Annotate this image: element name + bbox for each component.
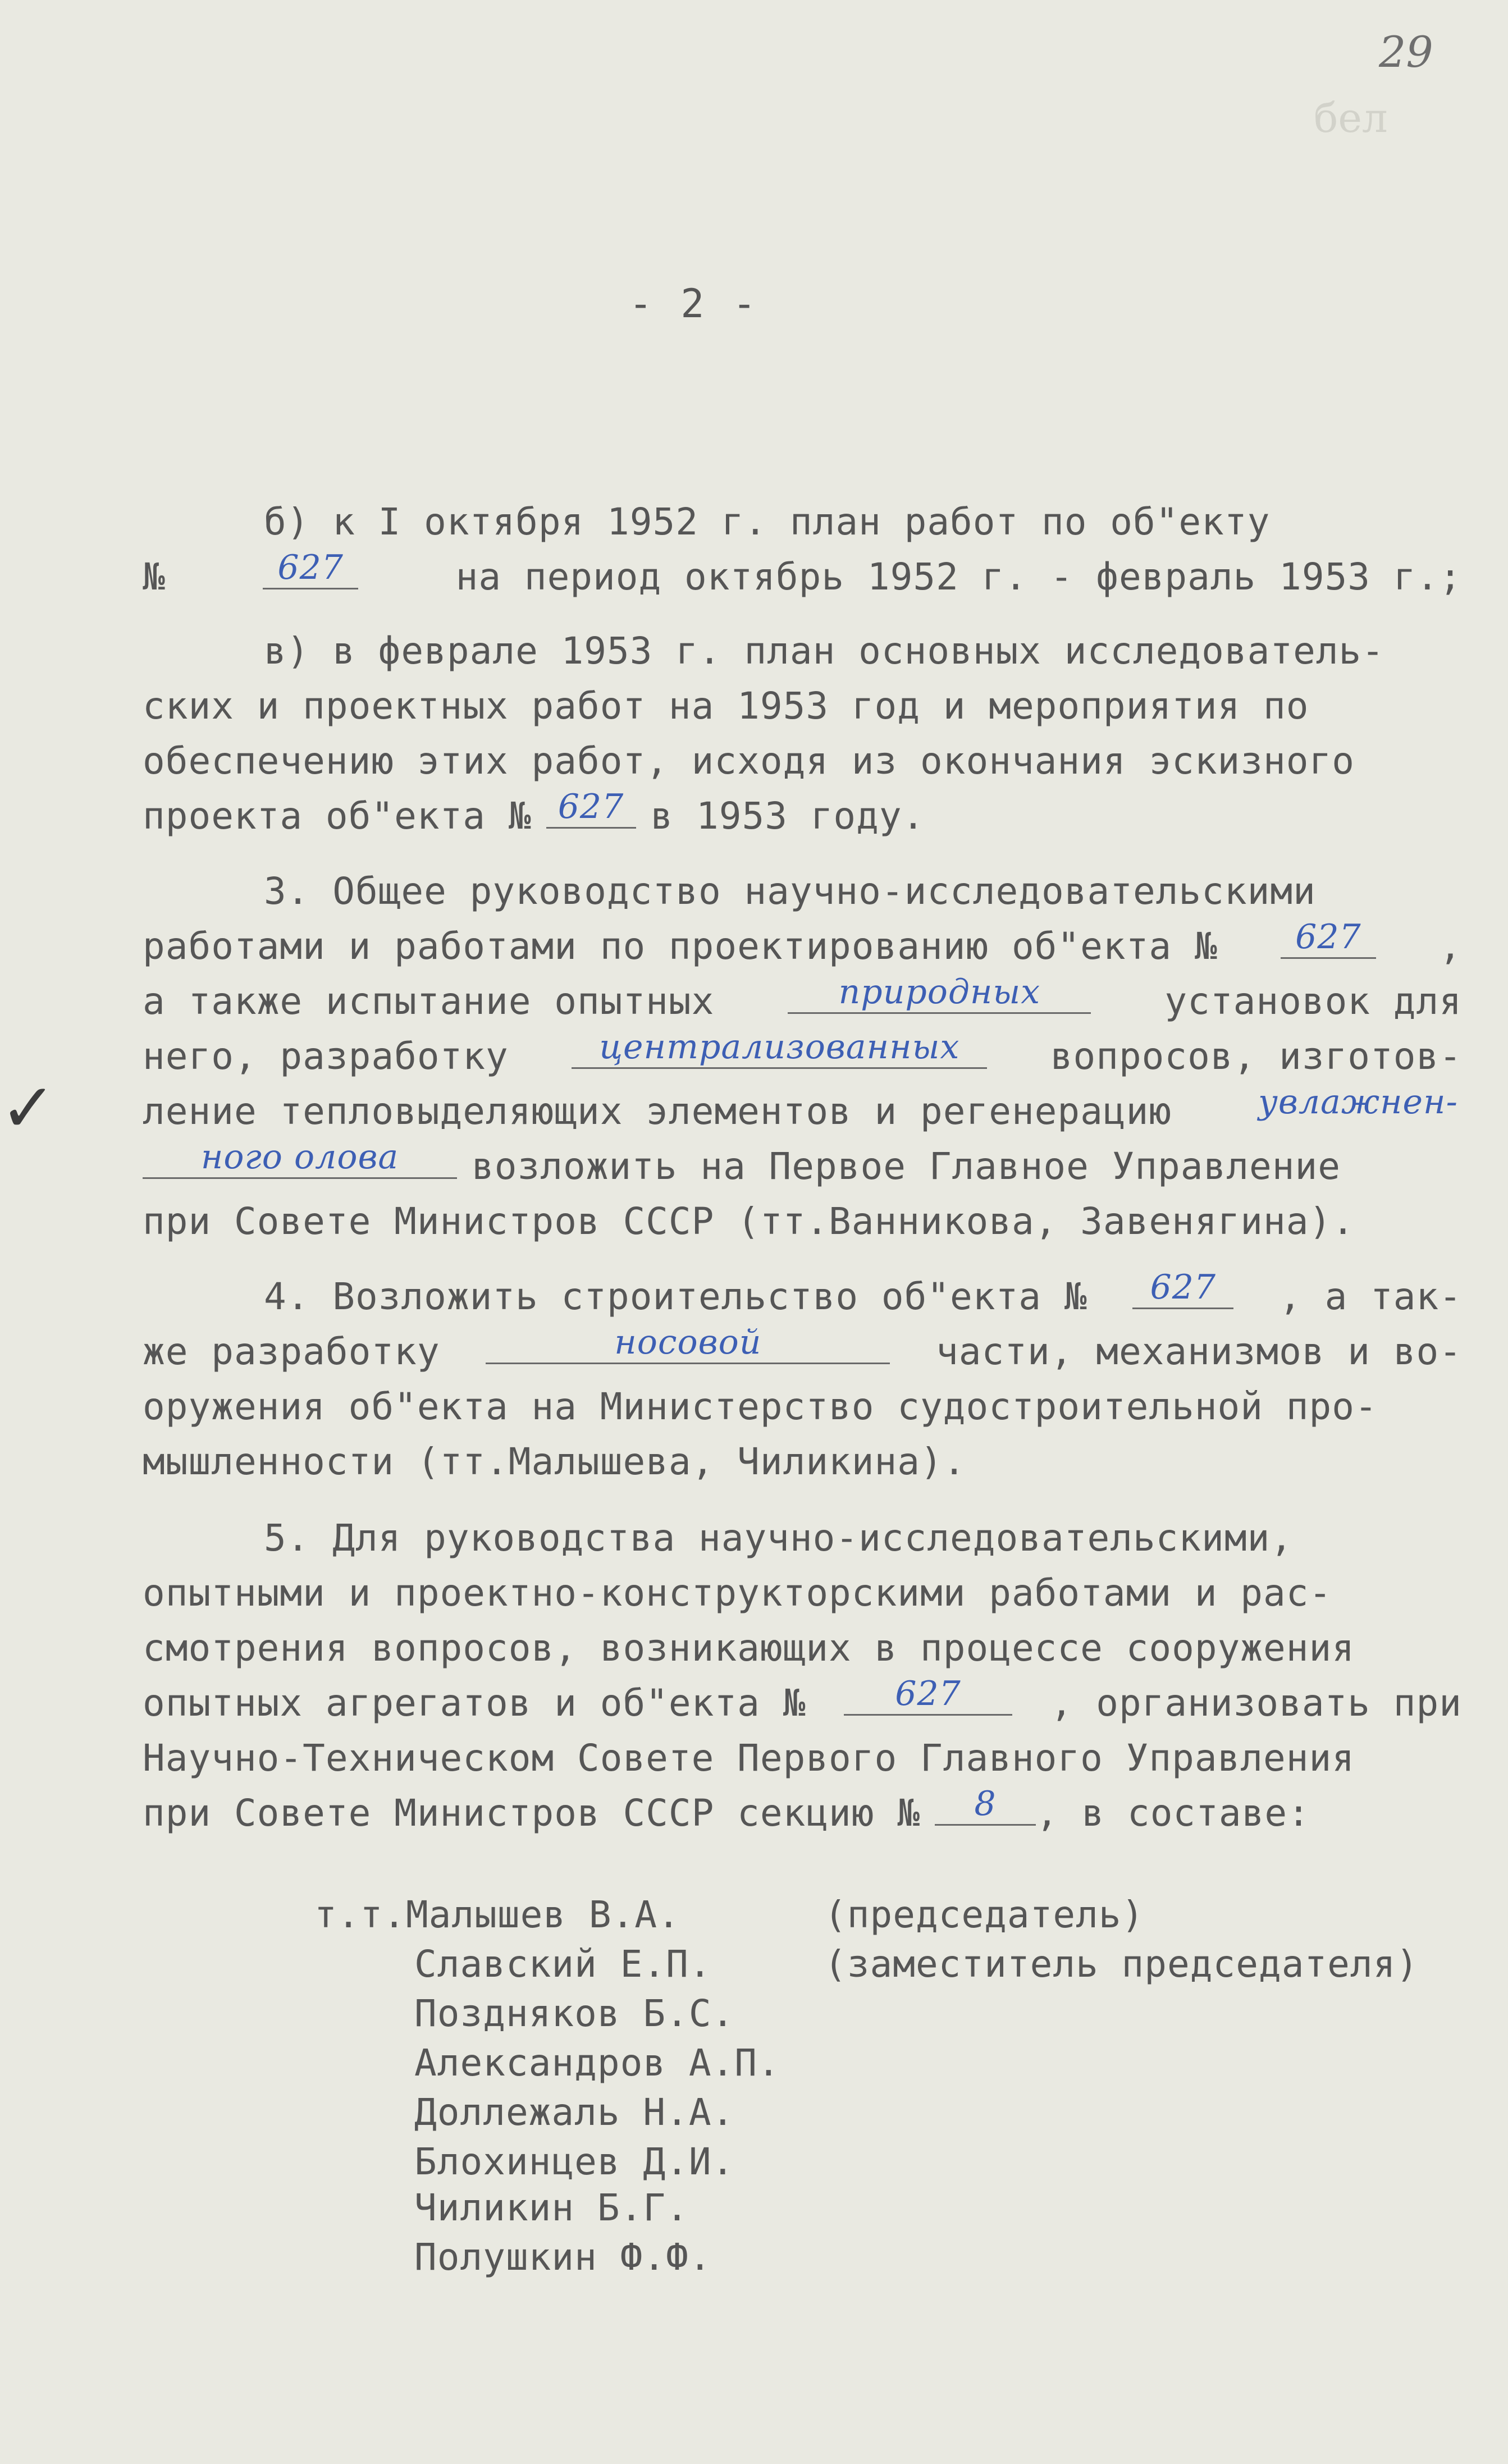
item-5-line-4 [143,1675,1462,1731]
item-5-line-5 [143,1730,1462,1786]
handwritten-field [263,548,358,589]
member-name: Доллежаль Н.А. [414,2091,735,2134]
item-3-text: ление тепловыделяющих элементов и регенерацию [143,1090,1172,1133]
item-3-text: него, разработку [143,1035,509,1078]
handwritten-part-type: носовой [614,1323,762,1362]
handwritten-section-number: 8 [974,1784,997,1823]
item-v-text: обеспечению этих работ, исходя из окончания эскизного [143,739,1355,783]
item-5-text: , организовать при [1050,1681,1462,1725]
item-4-text: 4. Возложить строительство об"екта № [264,1275,1087,1318]
handwritten-field [143,1137,457,1179]
item-3-line-1 [264,863,1462,920]
handwritten-field [486,1323,890,1364]
item-5-line-3 [143,1620,1462,1676]
item-4-line-1 [264,1269,1462,1325]
item-v-text: в) в феврале 1953 г. план основных исследователь- [264,629,1385,673]
item-3-text: вопросов, изготов- [1050,1035,1462,1078]
member-role: (заместитель председателя) [824,1942,1419,1986]
item-5-text: опытными и проектно-конструкторскими работами и рас- [143,1571,1332,1615]
item-b-text: на период октябрь 1952 г. - февраль 1953 г.; [455,555,1462,598]
item-3-line-2 [143,918,1462,975]
handwritten-object-number: 627 [1295,917,1361,957]
item-3-text: возложить на Первое Главное Управление [472,1145,1341,1188]
item-4-line-2 [143,1324,1462,1380]
item-3-text: при Совете Министров СССР (тт.Ванникова, Завенягина). [143,1200,1355,1243]
item-5-line-2 [143,1565,1462,1621]
handwritten-object-number: 627 [1150,1268,1217,1307]
item-v-line-3 [143,733,1462,789]
item-3-line-4 [143,1028,1462,1085]
item-b-line-1 [264,494,1462,550]
handwritten-object-number: 627 [277,548,344,587]
item-3-text: а также испытание опытных [143,980,715,1023]
item-4-line-4 [143,1434,1462,1490]
member-name: т.т.Малышев В.А. [314,1893,680,1936]
handwritten-installation-type: природных [838,972,1041,1012]
item-b-line-2 [143,549,1462,605]
item-3-text: работами и работами по проектированию об"екта № [143,925,1218,968]
item-3-text: 3. Общее руководство научно-исследовательскими [264,870,1316,913]
item-4-line-3 [143,1379,1462,1435]
item-v-text: ских и проектных работ на 1953 год и мероприятия по [143,684,1309,728]
handwritten-field [1281,917,1376,959]
handwritten-object-number: 627 [895,1674,961,1713]
member-name: Полушкин Ф.Ф. [414,2236,712,2279]
member-name: Александров А.П. [414,2041,780,2084]
item-5-text: смотрения вопросов, возникающих в процессе сооружения [143,1626,1355,1670]
member-name: Славский Е.П. [414,1942,712,1986]
handwritten-material-part-1: увлажнен- [1258,1082,1458,1122]
item-4-text: части, механизмов и во- [936,1330,1462,1373]
item-4-text: оружения об"екта на Министерство судостроительной про- [143,1385,1378,1428]
handwritten-field [844,1674,1012,1716]
faint-stamp: бел [1314,94,1388,141]
handwritten-material-part-2: ного олова [200,1137,399,1177]
item-3-line-5 [143,1084,1462,1140]
item-b-text: б) к I октября 1952 г. план работ по об"екту [264,500,1271,543]
item-4-text: же разработку [143,1330,440,1373]
item-5-text: опытных агрегатов и об"екта № [143,1681,806,1725]
handwritten-field [572,1027,987,1069]
number-sign: № [143,555,166,598]
margin-check-mark: ✓ [0,1069,57,1148]
item-5-line-1 [264,1510,1462,1566]
item-5-line-6 [143,1785,1462,1841]
item-3-text: установок для [1164,980,1462,1023]
member-name: Поздняков Б.С. [414,1992,735,2035]
folio-number: 29 [1379,27,1433,77]
item-5-text: 5. Для руководства научно-исследовательскими, [264,1516,1294,1560]
item-5-text: Научно-Техническом Совете Первого Главного Управления [143,1736,1355,1780]
item-3-line-6 [143,1139,1462,1195]
item-5-text: при Совете Министров СССР секцию № [143,1791,921,1835]
item-5-text: , в составе: [1036,1791,1310,1835]
handwritten-field [546,787,636,829]
item-4-text: , а так- [1279,1275,1462,1318]
handwritten-field [788,972,1091,1014]
member-name: Блохинцев Д.И. [414,2140,735,2183]
handwritten-field [1254,1082,1462,1124]
handwritten-object-number: 627 [557,787,624,826]
handwritten-questions-type: централизованных [599,1027,960,1067]
page-number: - 2 - [629,281,758,327]
item-v-line-1 [264,623,1462,679]
item-3-text: , [1439,925,1462,968]
item-3-line-3 [143,973,1462,1030]
handwritten-field [1132,1268,1233,1309]
item-4-text: мышленности (тт.Малышева, Чиликина). [143,1440,966,1483]
member-role: (председатель) [824,1893,1145,1936]
item-v-line-2 [143,678,1462,734]
item-v-text: проекта об"екта № [143,794,532,838]
item-3-line-7 [143,1194,1462,1250]
item-v-line-4 [143,788,1462,844]
handwritten-field [935,1784,1036,1826]
member-name: Чиликин Б.Г. [414,2186,689,2229]
item-v-text: в 1953 году. [650,794,925,838]
